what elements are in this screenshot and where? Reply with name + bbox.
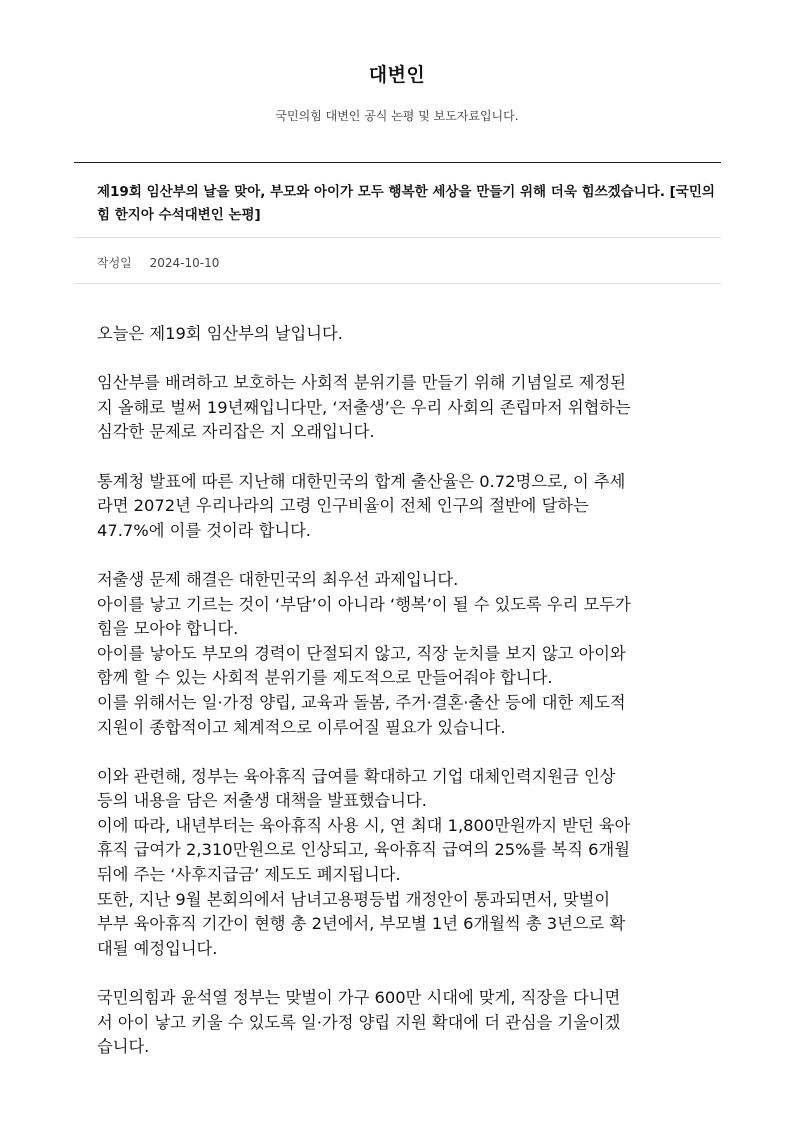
meta-label: 작성일 xyxy=(97,256,132,270)
meta-date: 2024-10-10 xyxy=(149,256,220,270)
site-title: 대변인 xyxy=(368,64,426,86)
body-line: 힘을 모아야 합니다. xyxy=(97,619,239,639)
post-title-line-1: 제19회 임산부의 날을 맞아, 부모와 아이가 모두 행복한 세상을 만들기 위해 더욱 힘쓰겠습니다. xyxy=(97,184,665,200)
site-description: 국민의힘 대변인 공식 논평 및 보도자료입니다. xyxy=(275,109,519,123)
paragraph-4 xyxy=(97,568,703,740)
paragraph-6 xyxy=(97,986,703,1060)
paragraph-3 xyxy=(97,470,703,544)
site-header xyxy=(0,60,794,124)
body-line: 이를 위해서는 일·가정 양립, 교육과 돌봄, 주거·결혼·출산 등에 대한 제도적 xyxy=(97,692,626,712)
body-line: 아이를 낳아도 부모의 경력이 단절되지 않고, 직장 눈치를 보지 않고 아이와 xyxy=(97,643,626,663)
body-line: 오늘은 제19회 임산부의 날입니다. xyxy=(97,324,343,343)
body-line: 이와 관련해, 정부는 육아휴직 급여를 확대하고 기업 대체인력지원금 인상 xyxy=(97,766,616,786)
post-meta xyxy=(97,254,219,271)
body-line: 47.7%에 이를 것이라 합니다. xyxy=(97,520,311,540)
body-line: 뒤에 주는 ‘사후지급금’ 제도도 폐지됩니다. xyxy=(97,865,401,885)
body-line: 라면 2072년 우리나라의 고령 인구비율이 전체 인구의 절반에 달하는 xyxy=(97,496,589,516)
body-line: 대될 예정입니다. xyxy=(97,938,218,958)
body-line: 또한, 지난 9월 본회의에서 남녀고용평등법 개정안이 통과되면서, 맞벌이 xyxy=(97,889,611,909)
body-line: 지원이 종합적이고 체계적으로 이루어질 필요가 있습니다. xyxy=(97,717,506,737)
post-title xyxy=(97,181,717,227)
body-line: 심각한 문제로 자리잡은 지 오래입니다. xyxy=(97,422,375,442)
body-line: 부부 육아휴직 기간이 현행 총 2년에서, 부모별 1년 6개월씩 총 3년으로 확 xyxy=(97,914,626,934)
body-line: 아이를 낳고 기르는 것이 ‘부담’이 아니라 ‘행복’이 될 수 있도록 우리 모두가 xyxy=(97,594,631,614)
body-line: 함께 할 수 있는 사회적 분위기를 제도적으로 만들어줘야 합니다. xyxy=(97,668,553,688)
title-divider xyxy=(74,237,721,238)
body-line: 휴직 급여가 2,310만원으로 인상되고, 육아휴직 급여의 25%를 복직 6개월 xyxy=(97,840,630,860)
body-line: 통계청 발표에 따른 지난해 대한민국의 합계 출산율은 0.72명으로, 이 추세 xyxy=(97,471,626,491)
post-title-line-2: [국민의힘 한지아 수석대변인 논평] xyxy=(97,184,715,223)
post-body xyxy=(97,322,703,1084)
body-line: 국민의힘과 윤석열 정부는 맞벌이 가구 600만 시대에 맞게, 직장을 다니면 xyxy=(97,988,621,1008)
body-line: 임산부를 배려하고 보호하는 사회적 분위기를 만들기 위해 기념일로 제정된 xyxy=(97,373,626,393)
body-line: 서 아이 낳고 키울 수 있도록 일·가정 양립 지원 확대에 더 관심을 기울이겠 xyxy=(97,1012,621,1032)
meta-divider xyxy=(74,283,721,284)
body-line: 등의 내용을 담은 저출생 대책을 발표했습니다. xyxy=(97,791,427,811)
body-line: 습니다. xyxy=(97,1037,150,1057)
paragraph-2 xyxy=(97,371,703,445)
paragraph-1 xyxy=(97,322,703,347)
paragraph-5 xyxy=(97,765,703,962)
body-line: 지 올해로 벌써 19년째입니다만, ‘저출생’은 우리 사회의 존립마저 위협하는 xyxy=(97,397,631,417)
top-divider xyxy=(74,162,721,163)
body-line: 저출생 문제 해결은 대한민국의 최우선 과제입니다. xyxy=(97,569,459,589)
body-line: 이에 따라, 내년부터는 육아휴직 사용 시, 연 최대 1,800만원까지 받던 육아 xyxy=(97,815,631,835)
